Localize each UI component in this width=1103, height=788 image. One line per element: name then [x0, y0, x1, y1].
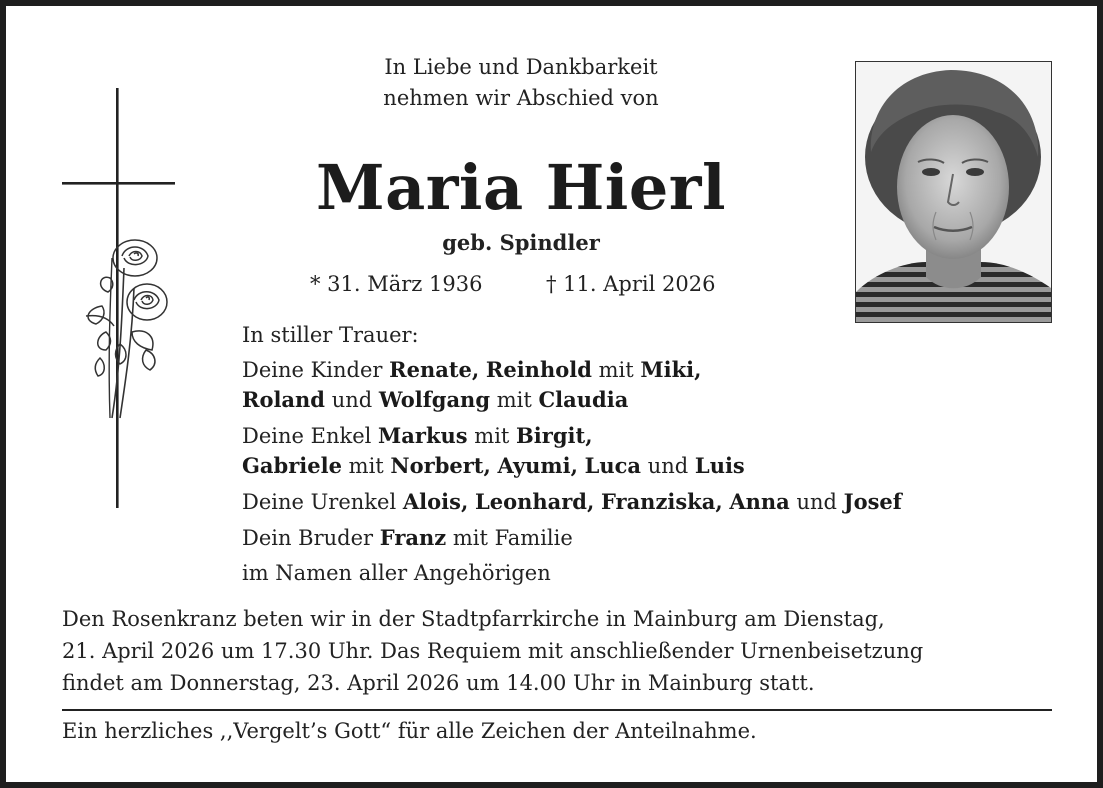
grandchildren-line-1 [242, 420, 593, 452]
grandchild-partner-name: Norbert, [390, 453, 491, 478]
grandchildren-prefix: Deine Enkel [242, 424, 372, 448]
great-grandchild-name: Josef [843, 489, 902, 514]
grandchild-name: Luca [584, 453, 642, 478]
children-prefix: Deine Kinder [242, 358, 383, 382]
great-grandchildren-prefix: Deine Urenkel [242, 490, 397, 514]
connector: mit [348, 454, 384, 478]
connector: mit [598, 358, 634, 382]
grandchildren-line-2 [242, 450, 745, 482]
child-partner-name: Claudia [538, 387, 629, 412]
connector: mit [496, 388, 532, 412]
deceased-name: Maria Hierl [315, 151, 727, 224]
grandchild-name: Markus [378, 423, 468, 448]
brother-name: Franz [379, 525, 447, 550]
grandchild-name: Gabriele [242, 453, 342, 478]
mourners-heading: In stiller Trauer: [242, 323, 419, 347]
birth-date: * 31. März 1936 [310, 272, 483, 296]
all-relatives-line: im Namen aller Angehörigen [242, 561, 551, 585]
great-grandchild-name: Anna [729, 489, 790, 514]
closing-thanks: Ein herzliches ,,Vergelt’s Gott“ für alle Zeichen der Anteilnahme. [62, 719, 757, 743]
great-grandchild-name: Franziska, [600, 489, 723, 514]
child-name: Wolfgang [378, 387, 491, 412]
intro-line-2: nehmen wir Abschied von [383, 86, 659, 110]
great-grandchild-name: Leonhard, [474, 489, 595, 514]
child-name: Reinhold [485, 357, 592, 382]
portrait-photo-icon [856, 62, 1051, 322]
brother-suffix: mit Familie [452, 526, 573, 550]
child-name: Roland [242, 387, 325, 412]
portrait-photo [855, 61, 1052, 323]
connector: und [796, 490, 837, 514]
service-line-3: findet am Donnerstag, 23. April 2026 um 14.00 Uhr in Mainburg statt. [62, 671, 815, 695]
grandchild-name: Luis [694, 453, 745, 478]
service-line-2: 21. April 2026 um 17.30 Uhr. Das Requiem mit anschließender Urnenbeisetzung [62, 639, 924, 663]
children-line-2 [242, 384, 628, 416]
divider [62, 709, 1052, 711]
intro-line-1: In Liebe und Dankbarkeit [384, 55, 658, 79]
children-line-1 [242, 354, 701, 386]
connector: und [331, 388, 373, 412]
child-partner-name: Miki, [640, 357, 702, 382]
death-date: † 11. April 2026 [546, 272, 716, 296]
maiden-name: geb. Spindler [442, 230, 600, 255]
great-grandchild-name: Alois, [402, 489, 469, 514]
connector: mit [474, 424, 510, 448]
child-name: Renate, [389, 357, 480, 382]
service-line-1: Den Rosenkranz beten wir in der Stadtpfarrkirche in Mainburg am Dienstag, [62, 607, 885, 631]
grandchild-partner-name: Birgit, [516, 423, 593, 448]
connector: und [647, 454, 689, 478]
grandchild-name: Ayumi, [497, 453, 578, 478]
brother-prefix: Dein Bruder [242, 526, 374, 550]
brother-line [242, 522, 573, 554]
great-grandchildren-line [242, 486, 902, 518]
cross-with-roses-icon [62, 88, 192, 508]
